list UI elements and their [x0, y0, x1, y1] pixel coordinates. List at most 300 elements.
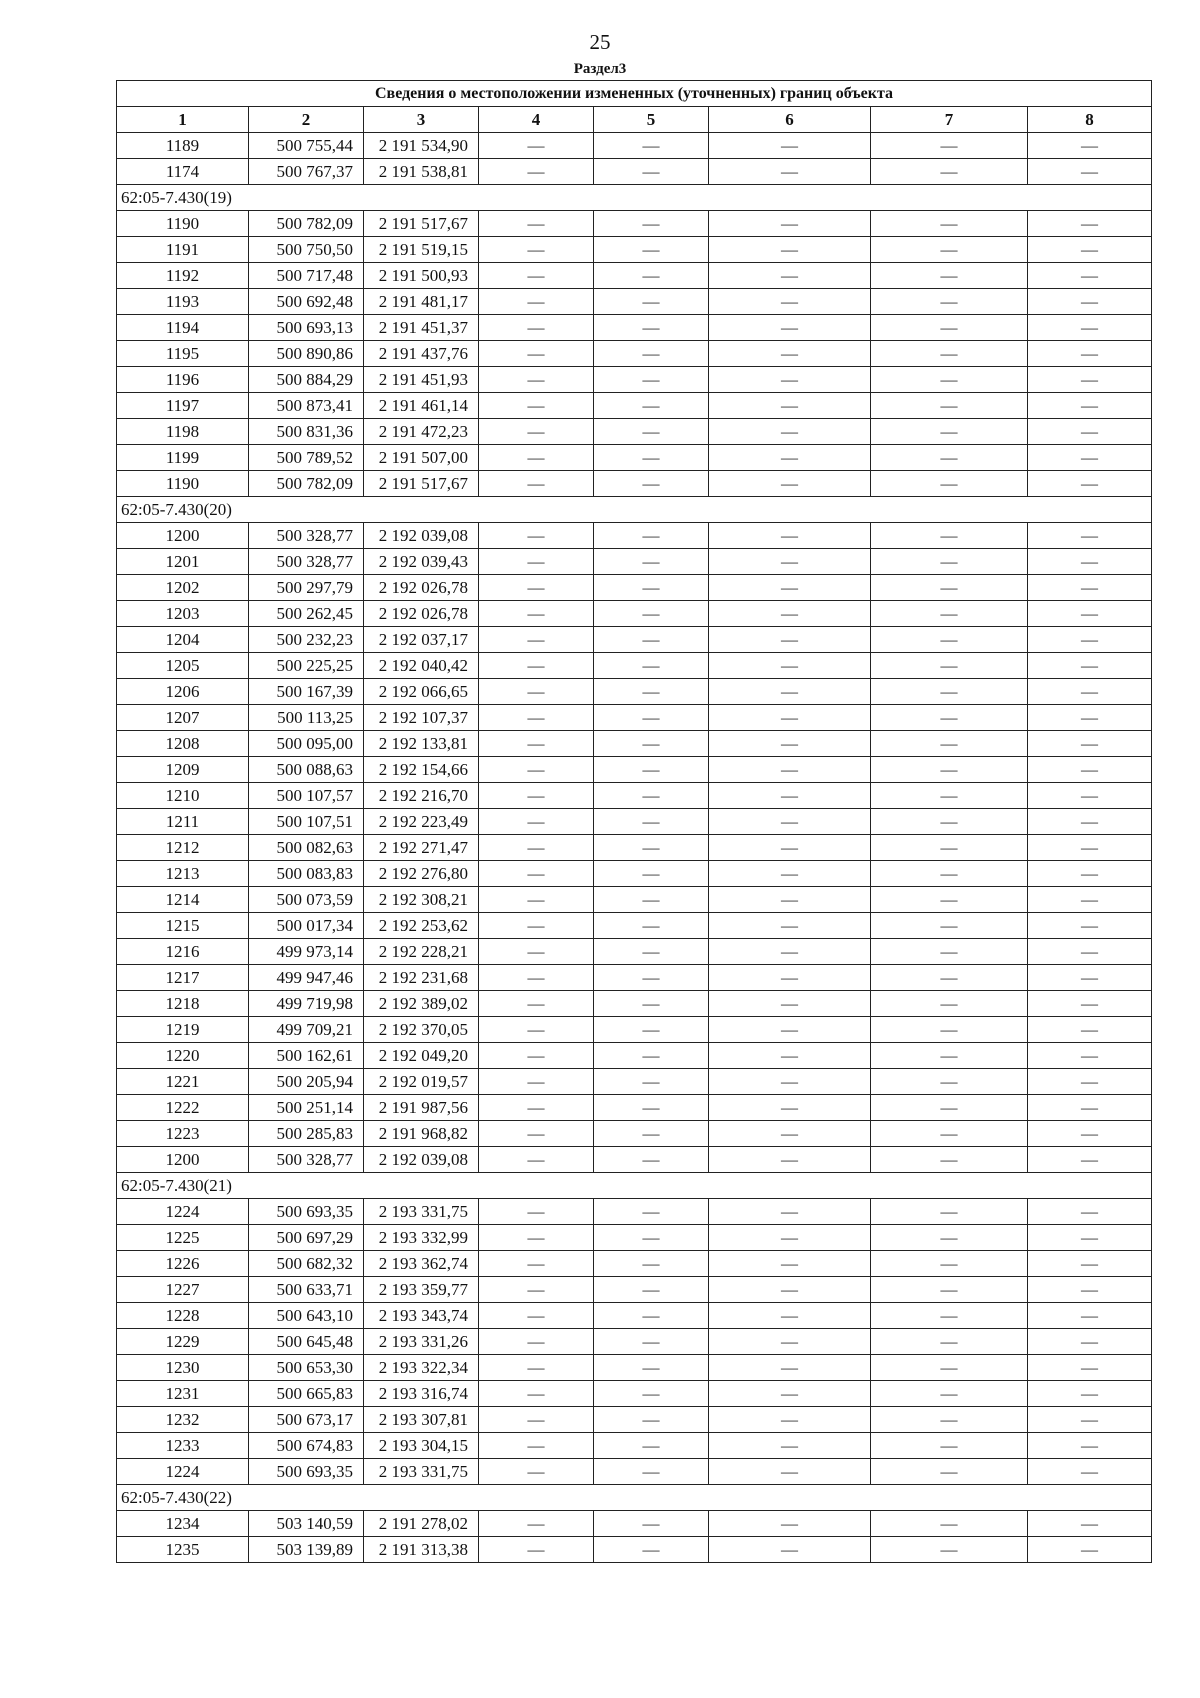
empty-dash-cell: — — [871, 523, 1028, 549]
table-row — [117, 1017, 1152, 1043]
y-coordinate-cell: 2 191 278,02 — [364, 1511, 479, 1537]
table-row — [117, 575, 1152, 601]
empty-dash-cell: — — [871, 1355, 1028, 1381]
empty-dash-cell: — — [709, 1251, 871, 1277]
x-coordinate-cell: 503 139,89 — [249, 1537, 364, 1563]
empty-dash-cell: — — [1028, 159, 1152, 185]
page-number: 25 — [589, 30, 611, 54]
point-number-cell: 1233 — [117, 1433, 249, 1459]
x-coordinate-cell: 500 107,57 — [249, 783, 364, 809]
empty-dash-cell: — — [871, 913, 1028, 939]
point-number-cell: 1222 — [117, 1095, 249, 1121]
x-coordinate-cell: 500 782,09 — [249, 211, 364, 237]
table-row — [117, 783, 1152, 809]
empty-dash-cell: — — [1028, 1121, 1152, 1147]
y-coordinate-cell: 2 191 472,23 — [364, 419, 479, 445]
empty-dash-cell: — — [479, 341, 594, 367]
empty-dash-cell: — — [1028, 1277, 1152, 1303]
empty-dash-cell: — — [709, 1355, 871, 1381]
empty-dash-cell: — — [594, 1537, 709, 1563]
empty-dash-cell: — — [709, 601, 871, 627]
x-coordinate-cell: 500 328,77 — [249, 549, 364, 575]
empty-dash-cell: — — [479, 1225, 594, 1251]
x-coordinate-cell: 500 717,48 — [249, 263, 364, 289]
table-row — [117, 1095, 1152, 1121]
x-coordinate-cell: 500 884,29 — [249, 367, 364, 393]
y-coordinate-cell: 2 192 231,68 — [364, 965, 479, 991]
empty-dash-cell: — — [594, 679, 709, 705]
empty-dash-cell: — — [709, 211, 871, 237]
empty-dash-cell: — — [709, 575, 871, 601]
empty-dash-cell: — — [709, 887, 871, 913]
empty-dash-cell: — — [1028, 1147, 1152, 1173]
y-coordinate-cell: 2 191 481,17 — [364, 289, 479, 315]
parcel-number: 62:05-7.430(22) — [117, 1485, 1152, 1511]
empty-dash-cell: — — [709, 367, 871, 393]
empty-dash-cell: — — [1028, 263, 1152, 289]
empty-dash-cell: — — [709, 1199, 871, 1225]
empty-dash-cell: — — [594, 471, 709, 497]
table-row — [117, 679, 1152, 705]
table-caption-row — [117, 81, 1152, 107]
y-coordinate-cell: 2 192 216,70 — [364, 783, 479, 809]
empty-dash-cell: — — [1028, 861, 1152, 887]
empty-dash-cell: — — [594, 1069, 709, 1095]
y-coordinate-cell: 2 192 040,42 — [364, 653, 479, 679]
empty-dash-cell: — — [1028, 679, 1152, 705]
x-coordinate-cell: 500 750,50 — [249, 237, 364, 263]
empty-dash-cell: — — [479, 705, 594, 731]
empty-dash-cell: — — [594, 523, 709, 549]
empty-dash-cell: — — [1028, 1355, 1152, 1381]
empty-dash-cell: — — [871, 965, 1028, 991]
empty-dash-cell: — — [479, 1303, 594, 1329]
empty-dash-cell: — — [709, 1459, 871, 1485]
y-coordinate-cell: 2 193 316,74 — [364, 1381, 479, 1407]
empty-dash-cell: — — [871, 237, 1028, 263]
empty-dash-cell: — — [479, 1251, 594, 1277]
x-coordinate-cell: 500 083,83 — [249, 861, 364, 887]
empty-dash-cell: — — [1028, 471, 1152, 497]
x-coordinate-cell: 500 232,23 — [249, 627, 364, 653]
empty-dash-cell: — — [594, 627, 709, 653]
empty-dash-cell: — — [871, 445, 1028, 471]
y-coordinate-cell: 2 191 517,67 — [364, 211, 479, 237]
y-coordinate-cell: 2 191 534,90 — [364, 133, 479, 159]
empty-dash-cell: — — [479, 1407, 594, 1433]
empty-dash-cell: — — [479, 991, 594, 1017]
empty-dash-cell: — — [594, 445, 709, 471]
x-coordinate-cell: 500 328,77 — [249, 523, 364, 549]
y-coordinate-cell: 2 191 461,14 — [364, 393, 479, 419]
empty-dash-cell: — — [871, 679, 1028, 705]
table-row — [117, 1355, 1152, 1381]
empty-dash-cell: — — [871, 1225, 1028, 1251]
point-number-cell: 1208 — [117, 731, 249, 757]
empty-dash-cell: — — [594, 1251, 709, 1277]
point-number-cell: 1219 — [117, 1017, 249, 1043]
empty-dash-cell: — — [1028, 731, 1152, 757]
empty-dash-cell: — — [1028, 965, 1152, 991]
point-number-cell: 1231 — [117, 1381, 249, 1407]
y-coordinate-cell: 2 191 437,76 — [364, 341, 479, 367]
empty-dash-cell: — — [594, 757, 709, 783]
point-number-cell: 1205 — [117, 653, 249, 679]
y-coordinate-cell: 2 191 500,93 — [364, 263, 479, 289]
table-row — [117, 211, 1152, 237]
table-row — [117, 445, 1152, 471]
empty-dash-cell: — — [709, 783, 871, 809]
empty-dash-cell: — — [709, 757, 871, 783]
y-coordinate-cell: 2 192 154,66 — [364, 757, 479, 783]
point-number-cell: 1210 — [117, 783, 249, 809]
table-row — [117, 471, 1152, 497]
empty-dash-cell: — — [871, 809, 1028, 835]
empty-dash-cell: — — [1028, 237, 1152, 263]
empty-dash-cell: — — [871, 419, 1028, 445]
empty-dash-cell: — — [871, 575, 1028, 601]
empty-dash-cell: — — [709, 1121, 871, 1147]
table-row — [117, 341, 1152, 367]
empty-dash-cell: — — [871, 1121, 1028, 1147]
y-coordinate-cell: 2 191 313,38 — [364, 1537, 479, 1563]
empty-dash-cell: — — [594, 211, 709, 237]
empty-dash-cell: — — [479, 601, 594, 627]
x-coordinate-cell: 500 162,61 — [249, 1043, 364, 1069]
y-coordinate-cell: 2 193 343,74 — [364, 1303, 479, 1329]
point-number-cell: 1215 — [117, 913, 249, 939]
empty-dash-cell: — — [594, 1277, 709, 1303]
empty-dash-cell: — — [871, 887, 1028, 913]
empty-dash-cell: — — [871, 393, 1028, 419]
table-row — [117, 887, 1152, 913]
y-coordinate-cell: 2 191 987,56 — [364, 1095, 479, 1121]
empty-dash-cell: — — [479, 731, 594, 757]
empty-dash-cell: — — [1028, 1407, 1152, 1433]
y-coordinate-cell: 2 192 026,78 — [364, 575, 479, 601]
y-coordinate-cell: 2 192 271,47 — [364, 835, 479, 861]
empty-dash-cell: — — [594, 1225, 709, 1251]
empty-dash-cell: — — [594, 315, 709, 341]
empty-dash-cell: — — [709, 1225, 871, 1251]
empty-dash-cell: — — [709, 939, 871, 965]
empty-dash-cell: — — [871, 861, 1028, 887]
table-row — [117, 1511, 1152, 1537]
empty-dash-cell: — — [1028, 419, 1152, 445]
x-coordinate-cell: 500 328,77 — [249, 1147, 364, 1173]
empty-dash-cell: — — [479, 1199, 594, 1225]
empty-dash-cell: — — [709, 523, 871, 549]
point-number-cell: 1202 — [117, 575, 249, 601]
x-coordinate-cell: 500 073,59 — [249, 887, 364, 913]
empty-dash-cell: — — [709, 965, 871, 991]
point-number-cell: 1220 — [117, 1043, 249, 1069]
empty-dash-cell: — — [594, 913, 709, 939]
empty-dash-cell: — — [871, 757, 1028, 783]
empty-dash-cell: — — [1028, 627, 1152, 653]
empty-dash-cell: — — [871, 1199, 1028, 1225]
empty-dash-cell: — — [871, 1303, 1028, 1329]
empty-dash-cell: — — [594, 367, 709, 393]
empty-dash-cell: — — [1028, 705, 1152, 731]
point-number-cell: 1195 — [117, 341, 249, 367]
point-number-cell: 1190 — [117, 211, 249, 237]
empty-dash-cell: — — [594, 1303, 709, 1329]
table-row — [117, 939, 1152, 965]
empty-dash-cell: — — [1028, 939, 1152, 965]
x-coordinate-cell: 500 682,32 — [249, 1251, 364, 1277]
empty-dash-cell: — — [709, 1017, 871, 1043]
empty-dash-cell: — — [479, 263, 594, 289]
x-coordinate-cell: 500 643,10 — [249, 1303, 364, 1329]
empty-dash-cell: — — [709, 1147, 871, 1173]
point-number-cell: 1227 — [117, 1277, 249, 1303]
empty-dash-cell: — — [709, 653, 871, 679]
y-coordinate-cell: 2 193 307,81 — [364, 1407, 479, 1433]
x-coordinate-cell: 500 088,63 — [249, 757, 364, 783]
empty-dash-cell: — — [479, 1095, 594, 1121]
y-coordinate-cell: 2 192 223,49 — [364, 809, 479, 835]
x-coordinate-cell: 500 017,34 — [249, 913, 364, 939]
empty-dash-cell: — — [1028, 1251, 1152, 1277]
empty-dash-cell: — — [594, 1355, 709, 1381]
x-coordinate-cell: 500 251,14 — [249, 1095, 364, 1121]
table-row — [117, 809, 1152, 835]
empty-dash-cell: — — [709, 731, 871, 757]
x-coordinate-cell: 500 789,52 — [249, 445, 364, 471]
table-row — [117, 991, 1152, 1017]
point-number-cell: 1206 — [117, 679, 249, 705]
empty-dash-cell: — — [479, 1537, 594, 1563]
table-row — [117, 1381, 1152, 1407]
empty-dash-cell: — — [594, 133, 709, 159]
column-header: 2 — [249, 107, 364, 133]
table-row — [117, 1277, 1152, 1303]
empty-dash-cell: — — [594, 159, 709, 185]
empty-dash-cell: — — [709, 1043, 871, 1069]
point-number-cell: 1207 — [117, 705, 249, 731]
empty-dash-cell: — — [594, 835, 709, 861]
empty-dash-cell: — — [871, 731, 1028, 757]
table-caption: Сведения о местоположении измененных (уточненных) границ объекта — [117, 81, 1152, 107]
y-coordinate-cell: 2 192 049,20 — [364, 1043, 479, 1069]
y-coordinate-cell: 2 192 039,08 — [364, 1147, 479, 1173]
empty-dash-cell: — — [871, 263, 1028, 289]
x-coordinate-cell: 500 692,48 — [249, 289, 364, 315]
x-coordinate-cell: 500 113,25 — [249, 705, 364, 731]
empty-dash-cell: — — [479, 1355, 594, 1381]
column-header: 8 — [1028, 107, 1152, 133]
y-coordinate-cell: 2 192 276,80 — [364, 861, 479, 887]
empty-dash-cell: — — [594, 393, 709, 419]
empty-dash-cell: — — [1028, 523, 1152, 549]
empty-dash-cell: — — [1028, 211, 1152, 237]
empty-dash-cell: — — [479, 653, 594, 679]
empty-dash-cell: — — [479, 471, 594, 497]
x-coordinate-cell: 500 697,29 — [249, 1225, 364, 1251]
x-coordinate-cell: 500 831,36 — [249, 419, 364, 445]
table-row — [117, 367, 1152, 393]
table-row — [117, 159, 1152, 185]
empty-dash-cell: — — [479, 861, 594, 887]
point-number-cell: 1197 — [117, 393, 249, 419]
y-coordinate-cell: 2 192 066,65 — [364, 679, 479, 705]
empty-dash-cell: — — [479, 783, 594, 809]
empty-dash-cell: — — [594, 1407, 709, 1433]
y-coordinate-cell: 2 191 451,37 — [364, 315, 479, 341]
point-number-cell: 1174 — [117, 159, 249, 185]
empty-dash-cell: — — [479, 965, 594, 991]
empty-dash-cell: — — [709, 289, 871, 315]
point-number-cell: 1232 — [117, 1407, 249, 1433]
table-row — [117, 1407, 1152, 1433]
empty-dash-cell: — — [479, 419, 594, 445]
column-header: 7 — [871, 107, 1028, 133]
empty-dash-cell: — — [594, 965, 709, 991]
empty-dash-cell: — — [709, 1069, 871, 1095]
point-number-cell: 1190 — [117, 471, 249, 497]
empty-dash-cell: — — [1028, 289, 1152, 315]
x-coordinate-cell: 500 673,17 — [249, 1407, 364, 1433]
empty-dash-cell: — — [594, 1043, 709, 1069]
parcel-number: 62:05-7.430(21) — [117, 1173, 1152, 1199]
empty-dash-cell: — — [594, 783, 709, 809]
table-row — [117, 965, 1152, 991]
x-coordinate-cell: 500 082,63 — [249, 835, 364, 861]
empty-dash-cell: — — [1028, 1303, 1152, 1329]
empty-dash-cell: — — [871, 783, 1028, 809]
point-number-cell: 1194 — [117, 315, 249, 341]
empty-dash-cell: — — [594, 575, 709, 601]
empty-dash-cell: — — [479, 1121, 594, 1147]
empty-dash-cell: — — [871, 1329, 1028, 1355]
point-number-cell: 1226 — [117, 1251, 249, 1277]
empty-dash-cell: — — [1028, 913, 1152, 939]
empty-dash-cell: — — [871, 1511, 1028, 1537]
empty-dash-cell: — — [709, 471, 871, 497]
parcel-group-row — [117, 497, 1152, 523]
empty-dash-cell: — — [479, 757, 594, 783]
empty-dash-cell: — — [594, 601, 709, 627]
x-coordinate-cell: 499 709,21 — [249, 1017, 364, 1043]
y-coordinate-cell: 2 193 359,77 — [364, 1277, 479, 1303]
x-coordinate-cell: 500 674,83 — [249, 1433, 364, 1459]
table-row — [117, 705, 1152, 731]
empty-dash-cell: — — [479, 523, 594, 549]
empty-dash-cell: — — [709, 705, 871, 731]
empty-dash-cell: — — [1028, 1069, 1152, 1095]
point-number-cell: 1223 — [117, 1121, 249, 1147]
empty-dash-cell: — — [594, 1147, 709, 1173]
x-coordinate-cell: 500 693,13 — [249, 315, 364, 341]
empty-dash-cell: — — [1028, 1017, 1152, 1043]
point-number-cell: 1228 — [117, 1303, 249, 1329]
empty-dash-cell: — — [594, 809, 709, 835]
point-number-cell: 1217 — [117, 965, 249, 991]
empty-dash-cell: — — [709, 1277, 871, 1303]
empty-dash-cell: — — [871, 601, 1028, 627]
empty-dash-cell: — — [594, 887, 709, 913]
empty-dash-cell: — — [709, 913, 871, 939]
empty-dash-cell: — — [479, 159, 594, 185]
x-coordinate-cell: 500 107,51 — [249, 809, 364, 835]
empty-dash-cell: — — [871, 1017, 1028, 1043]
empty-dash-cell: — — [1028, 1199, 1152, 1225]
empty-dash-cell: — — [479, 1277, 594, 1303]
empty-dash-cell: — — [1028, 367, 1152, 393]
x-coordinate-cell: 500 653,30 — [249, 1355, 364, 1381]
empty-dash-cell: — — [1028, 809, 1152, 835]
x-coordinate-cell: 499 947,46 — [249, 965, 364, 991]
empty-dash-cell: — — [594, 341, 709, 367]
column-header: 1 — [117, 107, 249, 133]
table-row — [117, 1537, 1152, 1563]
x-coordinate-cell: 500 782,09 — [249, 471, 364, 497]
empty-dash-cell: — — [709, 679, 871, 705]
y-coordinate-cell: 2 193 331,75 — [364, 1199, 479, 1225]
empty-dash-cell: — — [1028, 1381, 1152, 1407]
y-coordinate-cell: 2 193 304,15 — [364, 1433, 479, 1459]
empty-dash-cell: — — [594, 1433, 709, 1459]
empty-dash-cell: — — [871, 1277, 1028, 1303]
x-coordinate-cell: 500 095,00 — [249, 731, 364, 757]
y-coordinate-cell: 2 193 322,34 — [364, 1355, 479, 1381]
empty-dash-cell: — — [479, 1433, 594, 1459]
x-coordinate-cell: 500 205,94 — [249, 1069, 364, 1095]
table-row — [117, 1069, 1152, 1095]
empty-dash-cell: — — [1028, 1433, 1152, 1459]
empty-dash-cell: — — [594, 237, 709, 263]
point-number-cell: 1224 — [117, 1199, 249, 1225]
empty-dash-cell: — — [1028, 601, 1152, 627]
y-coordinate-cell: 2 191 517,67 — [364, 471, 479, 497]
empty-dash-cell: — — [871, 1147, 1028, 1173]
point-number-cell: 1234 — [117, 1511, 249, 1537]
empty-dash-cell: — — [709, 627, 871, 653]
empty-dash-cell: — — [594, 731, 709, 757]
empty-dash-cell: — — [871, 1381, 1028, 1407]
empty-dash-cell: — — [594, 549, 709, 575]
table-row — [117, 757, 1152, 783]
y-coordinate-cell: 2 191 451,93 — [364, 367, 479, 393]
x-coordinate-cell: 500 665,83 — [249, 1381, 364, 1407]
x-coordinate-cell: 500 873,41 — [249, 393, 364, 419]
empty-dash-cell: — — [709, 809, 871, 835]
point-number-cell: 1196 — [117, 367, 249, 393]
point-number-cell: 1201 — [117, 549, 249, 575]
empty-dash-cell: — — [871, 1459, 1028, 1485]
y-coordinate-cell: 2 193 331,75 — [364, 1459, 479, 1485]
empty-dash-cell: — — [479, 289, 594, 315]
empty-dash-cell: — — [871, 341, 1028, 367]
empty-dash-cell: — — [871, 1069, 1028, 1095]
parcel-group-row — [117, 185, 1152, 211]
empty-dash-cell: — — [479, 367, 594, 393]
table-row — [117, 1199, 1152, 1225]
y-coordinate-cell: 2 192 253,62 — [364, 913, 479, 939]
empty-dash-cell: — — [1028, 1537, 1152, 1563]
empty-dash-cell: — — [594, 653, 709, 679]
empty-dash-cell: — — [479, 1147, 594, 1173]
x-coordinate-cell: 500 262,45 — [249, 601, 364, 627]
table-row — [117, 835, 1152, 861]
empty-dash-cell: — — [479, 445, 594, 471]
table-row — [117, 1303, 1152, 1329]
empty-dash-cell: — — [1028, 445, 1152, 471]
empty-dash-cell: — — [709, 1407, 871, 1433]
empty-dash-cell: — — [871, 1251, 1028, 1277]
empty-dash-cell: — — [479, 679, 594, 705]
